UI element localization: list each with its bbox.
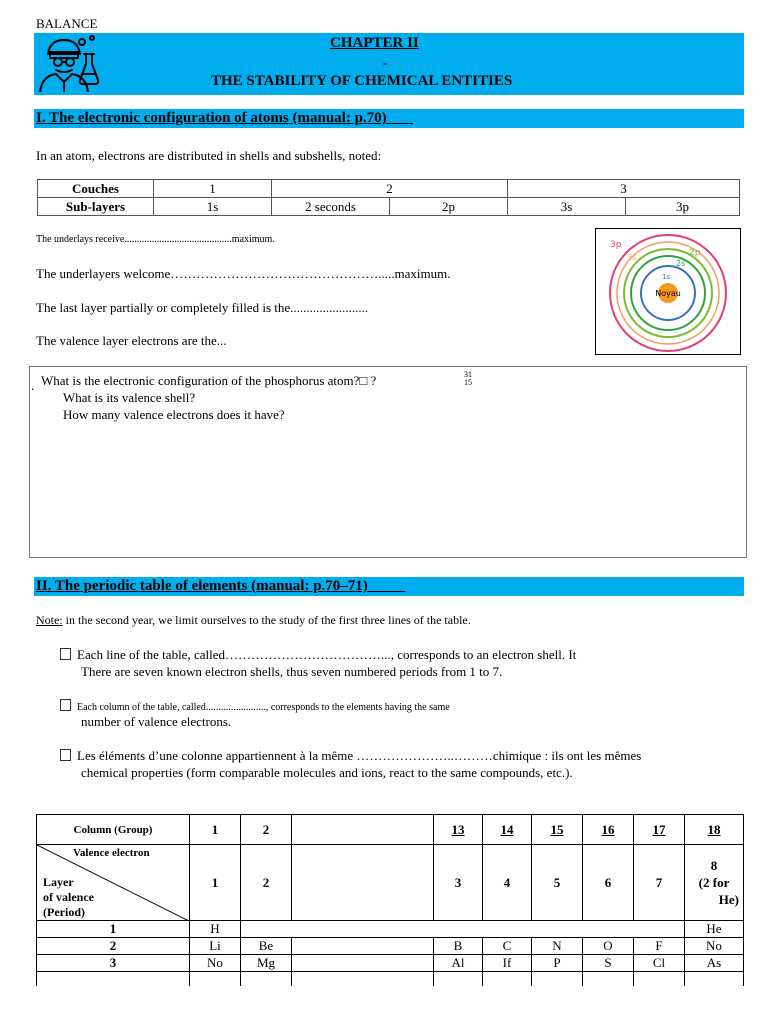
periodic-table: [36, 814, 744, 986]
group-header: 13: [434, 815, 483, 845]
question-dot: .: [31, 378, 35, 393]
element-cell: F: [634, 938, 685, 955]
atomic-number: 15: [464, 378, 472, 387]
group-header: 1: [190, 815, 241, 845]
valence-value: 1: [190, 845, 241, 921]
phosphorus-notation: [464, 371, 472, 387]
label-3p: 3p: [610, 240, 622, 250]
valence-value: 6: [583, 845, 634, 921]
element-cell: No: [685, 938, 744, 955]
subshell-cell: 1s: [154, 198, 272, 216]
label-1s: 1s: [662, 273, 671, 281]
underlayers-line: The underlayers welcome………………………………………….....maximum.: [36, 266, 451, 281]
valence-value: 4: [483, 845, 532, 921]
valence-electron-label: Valence electron: [73, 847, 150, 859]
shell-diagram: [595, 228, 741, 355]
subshell-cell: 2p: [390, 198, 508, 216]
element-cell: [241, 921, 685, 938]
label-2s: 2s: [676, 259, 686, 268]
shells-table: [37, 179, 740, 216]
element-cell: O: [583, 938, 634, 955]
valence-value: 7: [634, 845, 685, 921]
valence-value: 3: [434, 845, 483, 921]
subshell-cell: 2 seconds: [272, 198, 390, 216]
checkbox-icon: [60, 648, 71, 660]
element-cell: No: [190, 955, 241, 972]
label-2p: 2p: [689, 248, 701, 258]
valence-value: 5: [532, 845, 583, 921]
element-cell: B: [434, 938, 483, 955]
checkbox-icon: [60, 699, 71, 711]
element-cell: Cl: [634, 955, 685, 972]
bullet1-line-b: There are seven known electron shells, thus seven numbered periods from 1 to 7.: [81, 664, 503, 679]
note-label: Note:: [36, 613, 63, 627]
valence-period-corner: [37, 845, 190, 921]
element-cell: N: [532, 938, 583, 955]
element-cell: [292, 938, 434, 955]
shells-row-label: Couches: [38, 180, 154, 198]
question-valence-count: How many valence electrons does it have?: [63, 407, 285, 422]
last-layer-line: The last layer partially or completely filled is the........................: [36, 300, 369, 315]
group-header: 15: [532, 815, 583, 845]
element-cell: Mg: [241, 955, 292, 972]
group-header: 14: [483, 815, 532, 845]
element-cell: He: [685, 921, 744, 938]
valence-electrons-line: The valence layer electrons are the...: [36, 333, 227, 348]
subshells-row-label: Sub-layers: [38, 198, 154, 216]
section2-title: II. The periodic table of elements (manual: p.70–71): [36, 578, 368, 594]
mass-number: 31: [464, 370, 472, 379]
element-cell: Li: [190, 938, 241, 955]
element-cell: S: [583, 955, 634, 972]
valence-value: [292, 845, 434, 921]
element-cell: C: [483, 938, 532, 955]
chapter-dash: -: [383, 55, 388, 70]
column-group-label: Column (Group): [37, 815, 190, 845]
label-3s: 3s: [627, 253, 637, 262]
group-header: 18: [685, 815, 744, 845]
bullet1-line-a: Each line of the table, called………………………………..., corresponds to an electron shell. It: [60, 647, 576, 663]
table-row: [37, 972, 744, 986]
element-cell: Be: [241, 938, 292, 955]
note-text: in the second year, we limit ourselves to the study of the first three lines of the table.: [62, 613, 471, 627]
scientist-icon: [36, 34, 102, 92]
checkbox-icon: [60, 749, 71, 761]
question-valence-shell: What is its valence shell?: [63, 390, 196, 405]
table-row: [37, 921, 744, 938]
shell-cell: 2: [272, 180, 508, 198]
group-header: 16: [583, 815, 634, 845]
group-header: 17: [634, 815, 685, 845]
bullet3-line-b: chemical properties (form comparable molecules and ions, react to the same compounds, etc.).: [81, 765, 573, 780]
valence-value-18: 8 (2 for He): [685, 845, 744, 921]
layer-of-valence-label: Layer of valence (Period): [43, 875, 94, 919]
element-cell: [292, 955, 434, 972]
group-header: 2: [241, 815, 292, 845]
bullet2-line-a: Each column of the table, called........................, corresponds to the elements having the same: [60, 699, 450, 713]
group-header: [292, 815, 434, 845]
question-configuration: What is the electronic configuration of the phosphorus atom?□ ?: [41, 373, 377, 388]
element-cell: If: [483, 955, 532, 972]
valence-value: 2: [241, 845, 292, 921]
table-row: [37, 938, 744, 955]
shell-cell: 1: [154, 180, 272, 198]
chapter-number: CHAPTER II: [330, 35, 419, 51]
shell-cell: 3: [508, 180, 740, 198]
period-cell: 1: [37, 921, 190, 938]
period-cell: 2: [37, 938, 190, 955]
table-row: [37, 955, 744, 972]
note-line: [36, 613, 471, 628]
bullet3-line-a: Les éléments d’une colonne appartiennent à la même …………………..………chimique : ils ont les mêmes: [60, 748, 641, 764]
section1-intro: In an atom, electrons are distributed in shells and subshells, noted:: [36, 148, 382, 163]
element-cell: H: [190, 921, 241, 938]
subshell-cell: 3p: [626, 198, 740, 216]
bullet2-line-b: number of valence electrons.: [81, 714, 232, 729]
period-cell: 3: [37, 955, 190, 972]
underlays-small-line: The underlays receive...........................................maximum.: [36, 234, 275, 245]
balance-label: BALANCE: [36, 16, 98, 31]
element-cell: P: [532, 955, 583, 972]
label-noyau: Noyau: [655, 289, 681, 298]
element-cell: Al: [434, 955, 483, 972]
section1-title: I. The electronic configuration of atoms (manual: p.70): [36, 110, 387, 126]
subshell-cell: 3s: [508, 198, 626, 216]
chapter-title: THE STABILITY OF CHEMICAL ENTITIES: [211, 73, 513, 89]
element-cell: As: [685, 955, 744, 972]
